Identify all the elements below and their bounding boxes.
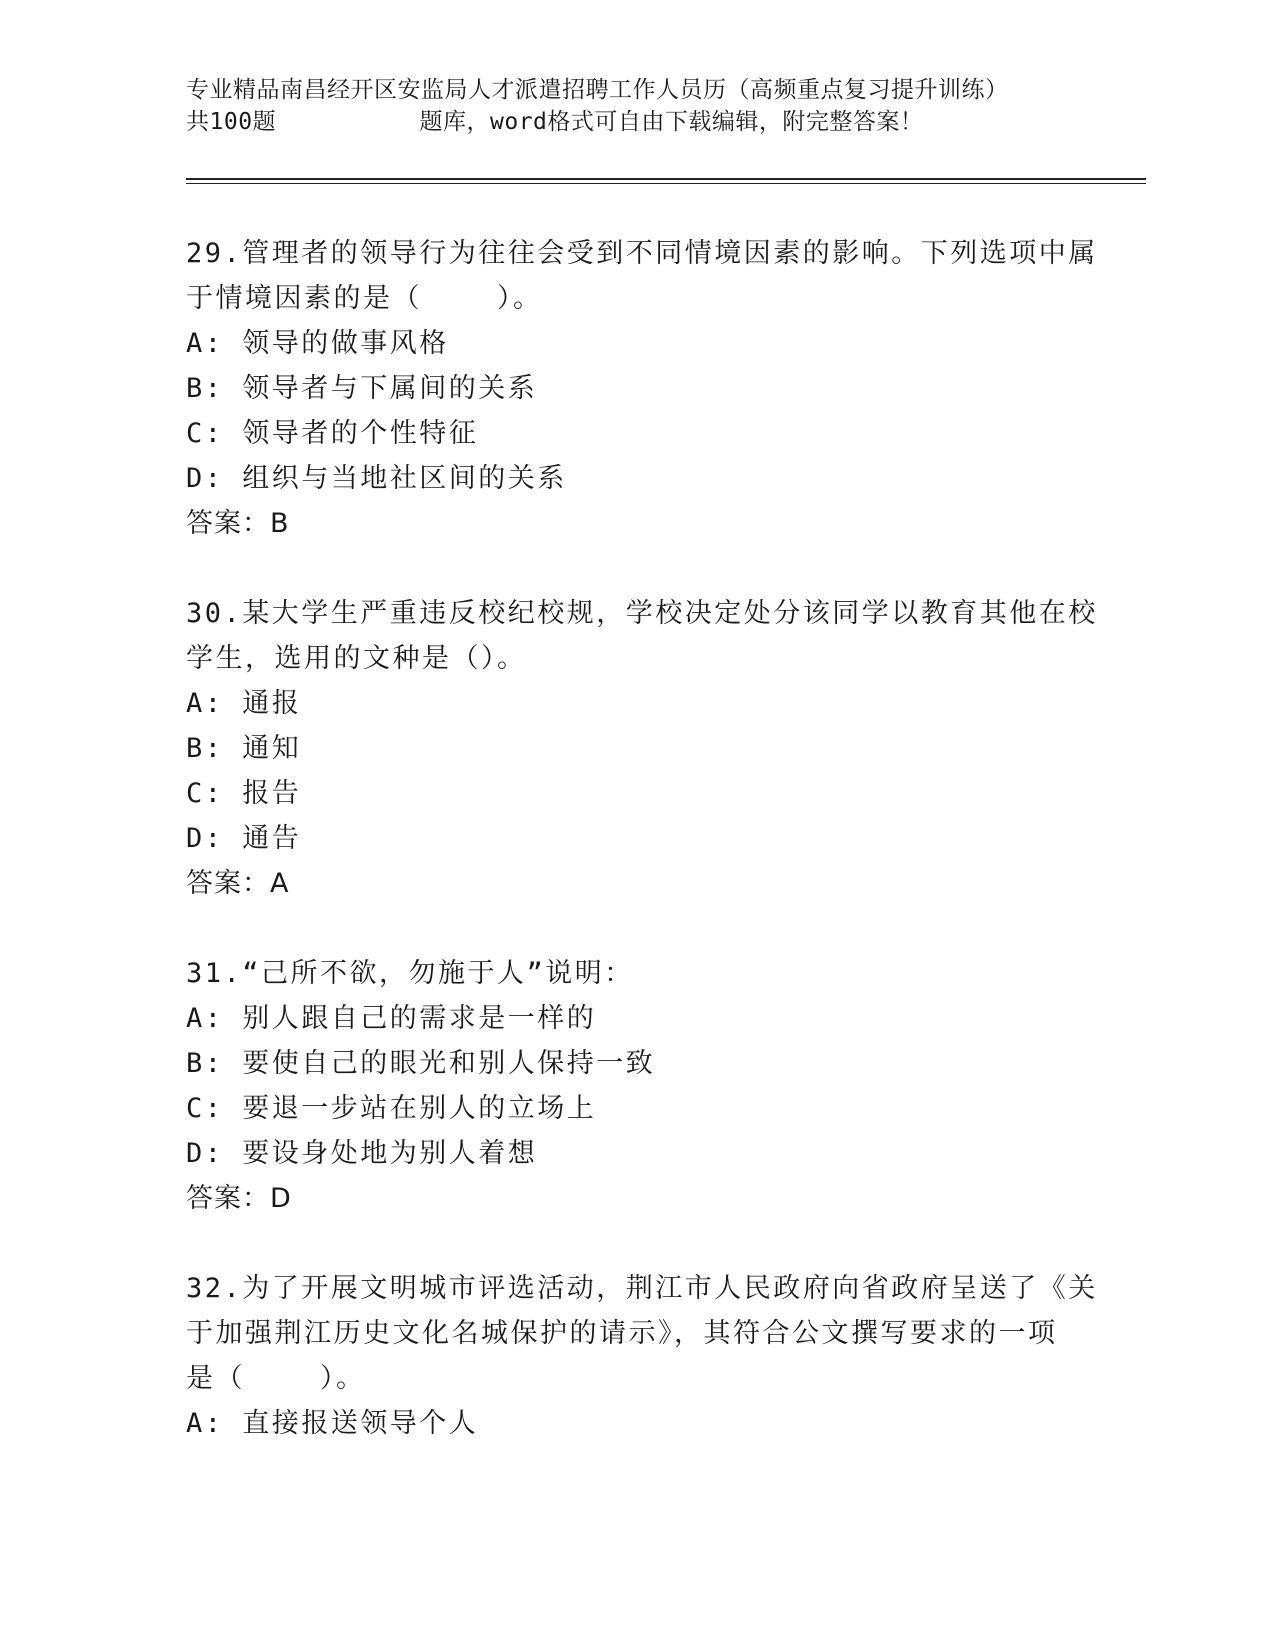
header-subtitle: 共100题 题库，word格式可自由下载编辑，附完整答案！ <box>186 109 924 135</box>
question-text: 32.为了开展文明城市评选活动，荆江市人民政府向省政府呈送了《关 <box>186 1273 1098 1304</box>
question-text: 是（ ）。 <box>186 1363 366 1394</box>
option-d: D: 通告 <box>186 823 302 854</box>
option-b: B: 通知 <box>186 733 302 764</box>
option-a: A: 别人跟自己的需求是一样的 <box>186 1003 597 1034</box>
question-text: 学生，选用的文种是（）。 <box>186 643 527 674</box>
option-d: D: 组织与当地社区间的关系 <box>186 463 567 494</box>
question-list <box>186 231 1098 1491</box>
answer-label: 答案：B <box>186 508 290 539</box>
question-30 <box>186 591 1098 906</box>
document-header <box>186 74 1086 138</box>
header-divider-secondary <box>186 183 1146 184</box>
question-text: 于情境因素的是（ ）。 <box>186 283 543 314</box>
question-29 <box>186 231 1098 546</box>
answer-label: 答案：A <box>186 868 290 899</box>
option-a: A: 直接报送领导个人 <box>186 1408 479 1439</box>
question-text: 29.管理者的领导行为往往会受到不同情境因素的影响。下列选项中属 <box>186 238 1098 269</box>
option-d: D: 要设身处地为别人着想 <box>186 1138 538 1169</box>
question-text: 于加强荆江历史文化名城保护的请示》，其符合公文撰写要求的一项 <box>186 1318 1058 1349</box>
question-text: 31.“己所不欲，勿施于人”说明： <box>186 958 634 989</box>
option-a: A: 通报 <box>186 688 302 719</box>
question-31 <box>186 951 1086 1221</box>
question-32 <box>186 1266 1098 1446</box>
header-divider <box>186 178 1146 180</box>
answer-label: 答案：D <box>186 1183 292 1214</box>
option-b: B: 领导者与下属间的关系 <box>186 373 538 404</box>
header-title: 专业精品南昌经开区安监局人才派遣招聘工作人员历（高频重点复习提升训练） <box>186 77 1009 103</box>
question-text: 30.某大学生严重违反校纪校规，学校决定处分该同学以教育其他在校 <box>186 598 1098 629</box>
option-c: C: 报告 <box>186 778 302 809</box>
option-b: B: 要使自己的眼光和别人保持一致 <box>186 1048 656 1079</box>
option-a: A: 领导的做事风格 <box>186 328 449 359</box>
option-c: C: 领导者的个性特征 <box>186 418 479 449</box>
option-c: C: 要退一步站在别人的立场上 <box>186 1093 597 1124</box>
